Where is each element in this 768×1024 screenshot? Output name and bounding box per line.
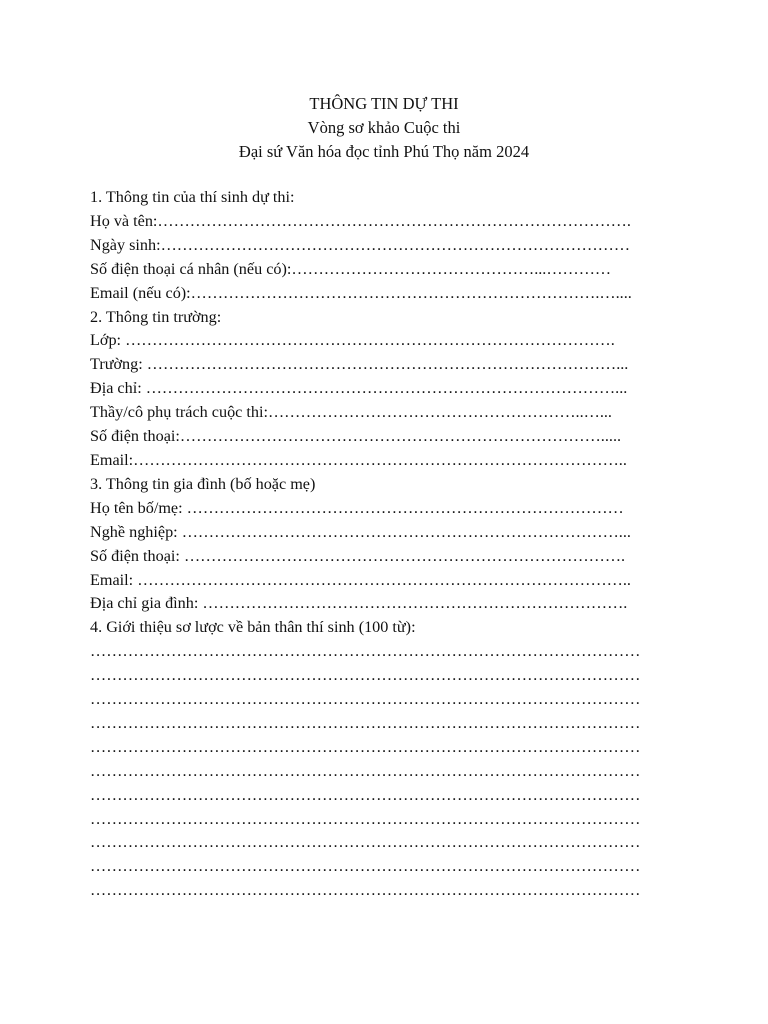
field-parent-phone: Số điện thoại: ………………………………………………………………………. bbox=[90, 546, 626, 565]
section-1-heading: 1. Thông tin của thí sinh dự thi: bbox=[90, 188, 295, 206]
field-parent-name: Họ tên bố/mẹ: ……………………………………………………………………… bbox=[90, 498, 624, 517]
field-school-phone: Số điện thoại:……………………………………………………………………..... bbox=[90, 427, 622, 446]
intro-line: ………………………………………………………………………………………… bbox=[90, 833, 641, 852]
document-subtitle-1: Vòng sơ khảo Cuộc thi bbox=[307, 118, 461, 137]
intro-line: ………………………………………………………………………………………… bbox=[90, 737, 641, 756]
intro-line: ………………………………………………………………………………………… bbox=[90, 881, 641, 900]
intro-line: ………………………………………………………………………………………… bbox=[90, 642, 641, 661]
section-4-heading: 4. Giới thiệu sơ lược về bản thân thí sinh (100 từ): bbox=[90, 618, 416, 637]
intro-line: ………………………………………………………………………………………… bbox=[90, 857, 641, 876]
field-personal-email: Email (nếu có):………………………………………………………………….….... bbox=[90, 283, 632, 302]
form-content bbox=[90, 186, 690, 903]
section-3-heading: 3. Thông tin gia đình (bố hoặc mẹ) bbox=[90, 474, 316, 493]
intro-line: ………………………………………………………………………………………… bbox=[90, 761, 641, 780]
field-home-address: Địa chỉ gia đình: ……………………………………………………………………. bbox=[90, 594, 628, 613]
field-birth-date: Ngày sinh:…………………………………………………………………………… bbox=[90, 235, 631, 254]
field-full-name: Họ và tên:……………………………………………………………………………. bbox=[90, 211, 631, 230]
field-parent-occupation: Nghề nghiệp: ………………………………………………………………………... bbox=[90, 522, 631, 541]
section-2-heading: 2. Thông tin trường: bbox=[90, 307, 222, 326]
field-class: Lớp: ………………………………………………………………………………. bbox=[90, 331, 615, 350]
document-subtitle-2: Đại sứ Văn hóa đọc tỉnh Phú Thọ năm 2024 bbox=[238, 142, 530, 161]
intro-line: ………………………………………………………………………………………… bbox=[90, 666, 641, 685]
field-parent-email: Email: ……………………………………………………………………………….. bbox=[90, 570, 631, 589]
field-school: Trường: ……………………………………………………………………………... bbox=[90, 355, 629, 374]
field-personal-phone: Số điện thoại cá nhân (nếu có):………………………………………...………… bbox=[90, 259, 612, 278]
intro-line: ………………………………………………………………………………………… bbox=[90, 809, 641, 828]
intro-line: ………………………………………………………………………………………… bbox=[90, 785, 641, 804]
field-teacher-in-charge: Thầy/cô phụ trách cuộc thi:…………………………………………………..…... bbox=[90, 403, 612, 422]
field-school-address: Địa chỉ: ……………………………………………………………………………... bbox=[90, 379, 628, 398]
field-school-email: Email:……………………………………………………………………………….. bbox=[90, 450, 627, 469]
intro-line: ………………………………………………………………………………………… bbox=[90, 690, 641, 709]
document-title: THÔNG TIN DỰ THI bbox=[309, 94, 459, 113]
intro-line: ………………………………………………………………………………………… bbox=[90, 713, 641, 732]
